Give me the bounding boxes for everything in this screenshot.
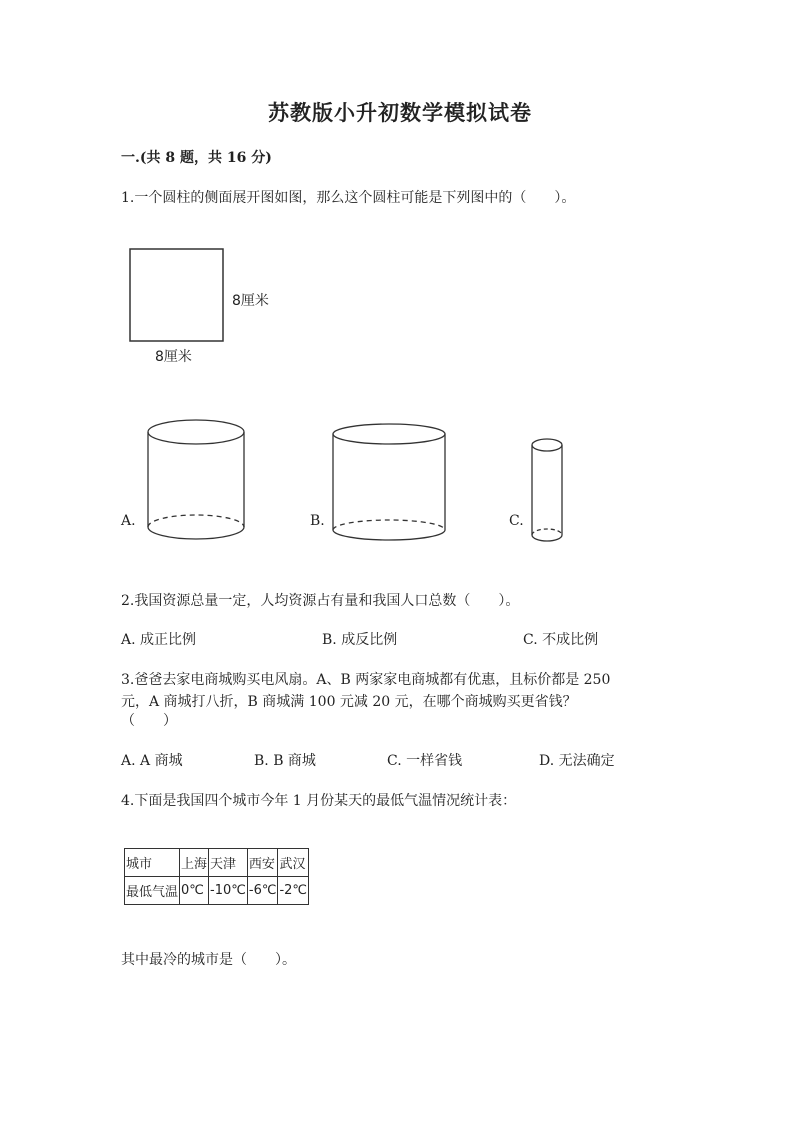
q3-option-d: D. 无法确定 <box>539 753 615 769</box>
table-cell: 城市 <box>125 849 180 877</box>
question-4-text: 4.下面是我国四个城市今年 1 月份某天的最低气温情况统计表： <box>121 793 517 809</box>
table-cell: -2℃ <box>278 877 309 905</box>
temperature-table <box>124 848 309 905</box>
table-cell: -10℃ <box>209 877 248 905</box>
q3-option-a: A. A 商城 <box>121 753 183 769</box>
cylinder-c <box>532 439 562 541</box>
question-3-line-3: （ ） <box>121 713 177 729</box>
question-2-text: 2.我国资源总量一定，人均资源占有量和我国人口总数（ ）。 <box>121 593 520 609</box>
table-header-row <box>125 849 309 877</box>
table-cell: 最低气温 <box>125 877 180 905</box>
cylinder-a <box>148 420 244 539</box>
section-header: 一.(共 8 题，共 16 分) <box>121 150 272 166</box>
cylinder-b <box>333 424 445 540</box>
q3-option-b: B. B 商城 <box>254 753 316 769</box>
table-cell: 天津 <box>209 849 248 877</box>
table-cell: 西安 <box>247 849 278 877</box>
page-title: 苏教版小升初数学模拟试卷 <box>268 100 532 125</box>
table-cell: 上海 <box>180 849 209 877</box>
option-c-label: C. <box>509 513 524 529</box>
q2-option-a: A. 成正比例 <box>121 632 197 648</box>
option-b-label: B. <box>310 513 325 529</box>
square-bottom-label: 8厘米 <box>155 349 192 365</box>
table-row <box>125 877 309 905</box>
table-cell: -6℃ <box>247 877 278 905</box>
question-3-line-2: 元，A 商城打八折，B 商城满 100 元减 20 元，在哪个商城购买更省钱？ <box>121 694 577 710</box>
q2-option-b: B. 成反比例 <box>322 632 398 648</box>
question-1-text: 1.一个圆柱的侧面展开图如图，那么这个圆柱可能是下列图中的（ ）。 <box>121 190 576 206</box>
question-3-line-1: 3.爸爸去家电商城购买电风扇。A、B 两家家电商城都有优惠，且标价都是 250 <box>121 672 611 688</box>
q3-option-c: C. 一样省钱 <box>387 753 463 769</box>
square-side-label: 8厘米 <box>232 293 269 309</box>
q2-option-c: C. 不成比例 <box>523 632 599 648</box>
option-a-label: A. <box>121 513 136 529</box>
table-cell: 武汉 <box>278 849 309 877</box>
table-cell: 0℃ <box>180 877 209 905</box>
question-4-prompt: 其中最冷的城市是（ ）。 <box>121 952 296 968</box>
